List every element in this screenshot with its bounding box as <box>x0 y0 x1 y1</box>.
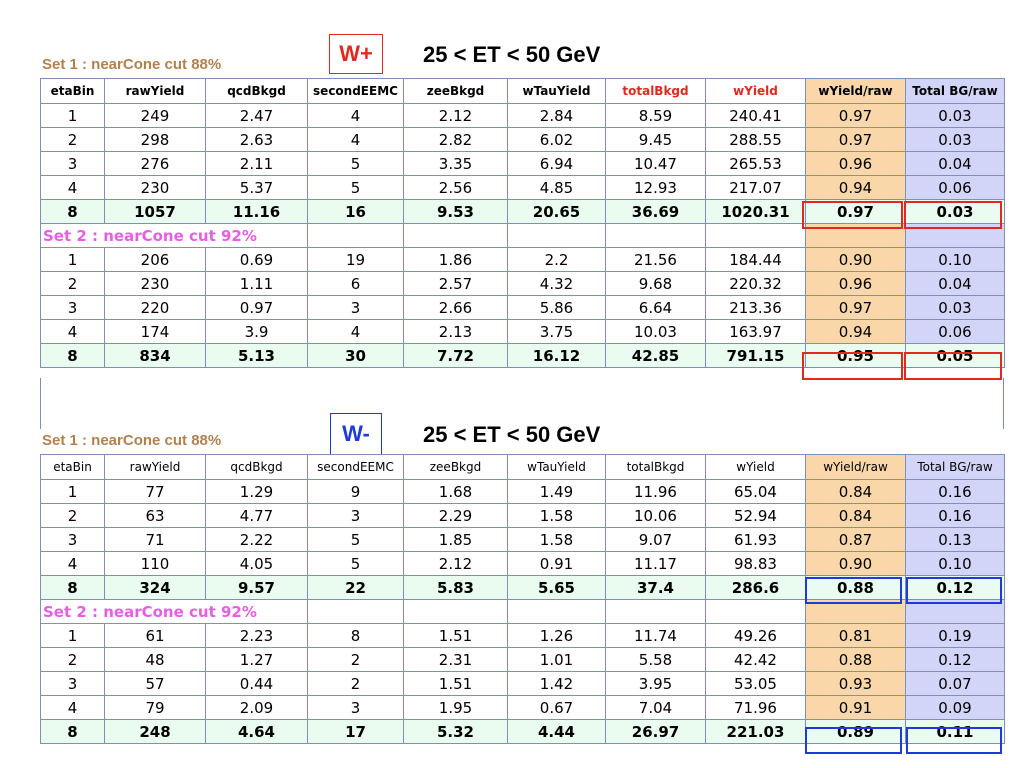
table-cell: 5.37 <box>206 176 308 200</box>
table-cell: 230 <box>105 176 206 200</box>
column-header: wYield <box>706 79 806 104</box>
table-cell: 2.47 <box>206 104 308 128</box>
table-cell: 2.57 <box>404 272 508 296</box>
table-cell: 0.97 <box>806 128 906 152</box>
w-plus-badge: W+ <box>329 34 383 74</box>
table-cell: 4 <box>41 552 105 576</box>
table-cell: 3.35 <box>404 152 508 176</box>
table-cell: 1.27 <box>206 648 308 672</box>
table-cell: 0.84 <box>806 504 906 528</box>
empty-cell <box>706 224 806 248</box>
column-header: totalBkgd <box>606 79 706 104</box>
table-cell: 4.77 <box>206 504 308 528</box>
table-cell: 1.49 <box>508 480 606 504</box>
table-cell: 1.95 <box>404 696 508 720</box>
table-cell: 37.4 <box>606 576 706 600</box>
w-plus-set2-total-bg-highlight <box>904 352 1002 380</box>
table-cell: 0.97 <box>206 296 308 320</box>
table-cell: 163.97 <box>706 320 806 344</box>
table-row <box>41 296 1005 320</box>
table-cell: 0.84 <box>806 480 906 504</box>
table-cell: 1057 <box>105 200 206 224</box>
table-cell: 5 <box>308 152 404 176</box>
empty-cell <box>404 224 508 248</box>
table-cell: 3.75 <box>508 320 606 344</box>
table-row <box>41 552 1005 576</box>
table-cell: 1.29 <box>206 480 308 504</box>
table-cell: 11.16 <box>206 200 308 224</box>
table-cell: 0.97 <box>806 296 906 320</box>
table-cell: 61.93 <box>706 528 806 552</box>
table-cell: 2 <box>308 672 404 696</box>
table-cell: 2.63 <box>206 128 308 152</box>
table-cell: 9.68 <box>606 272 706 296</box>
column-header: secondEEMC <box>308 455 404 480</box>
table-cell: 12.93 <box>606 176 706 200</box>
table-cell: 1 <box>41 248 105 272</box>
table-cell: 5.83 <box>404 576 508 600</box>
table-cell: 21.56 <box>606 248 706 272</box>
bottom-set1-label: Set 1 : nearCone cut 88% <box>42 432 222 449</box>
table-cell: 248 <box>105 720 206 744</box>
table-cell: 4 <box>41 176 105 200</box>
header-row <box>41 79 1005 104</box>
table-cell: 0.19 <box>906 624 1005 648</box>
table-row <box>41 176 1005 200</box>
table-row <box>41 624 1005 648</box>
table-cell: 0.11 <box>906 720 1005 744</box>
table-cell: 0.97 <box>806 104 906 128</box>
header-row <box>41 455 1005 480</box>
table-cell: 3.9 <box>206 320 308 344</box>
top-energy-range: 25 < ET < 50 GeV <box>423 42 601 67</box>
table-cell: 2 <box>41 272 105 296</box>
table-cell: 3 <box>308 696 404 720</box>
table-cell: 0.94 <box>806 320 906 344</box>
table-cell: 9.53 <box>404 200 508 224</box>
table-cell: 286.6 <box>706 576 806 600</box>
table-cell: 4 <box>308 320 404 344</box>
table-cell: 0.97 <box>806 200 906 224</box>
table-cell: 8.59 <box>606 104 706 128</box>
table-cell: 5.58 <box>606 648 706 672</box>
table-cell: 298 <box>105 128 206 152</box>
table-cell: 0.07 <box>906 672 1005 696</box>
table-cell: 240.41 <box>706 104 806 128</box>
table-cell: 10.47 <box>606 152 706 176</box>
table-cell: 0.95 <box>806 344 906 368</box>
column-header: totalBkgd <box>606 455 706 480</box>
table-cell: 48 <box>105 648 206 672</box>
table-cell: 79 <box>105 696 206 720</box>
column-header: wYield/raw <box>806 79 906 104</box>
table-cell: 4.44 <box>508 720 606 744</box>
table-cell: 221.03 <box>706 720 806 744</box>
table-cell: 9 <box>308 480 404 504</box>
table-cell: 0.69 <box>206 248 308 272</box>
table-cell: 5.13 <box>206 344 308 368</box>
table-cell: 5 <box>308 176 404 200</box>
table-cell: 0.88 <box>806 576 906 600</box>
table-row <box>41 248 1005 272</box>
table-cell: 2.66 <box>404 296 508 320</box>
column-header: zeeBkgd <box>404 455 508 480</box>
table-cell: 0.04 <box>906 152 1005 176</box>
table-cell: 98.83 <box>706 552 806 576</box>
table-cell: 36.69 <box>606 200 706 224</box>
empty-cell <box>508 600 606 624</box>
table-cell: 0.16 <box>906 504 1005 528</box>
table-cell: 2.31 <box>404 648 508 672</box>
table-cell: 26.97 <box>606 720 706 744</box>
table-cell: 1.58 <box>508 528 606 552</box>
table-cell: 324 <box>105 576 206 600</box>
table-cell: 53.05 <box>706 672 806 696</box>
table-cell: 16.12 <box>508 344 606 368</box>
table-cell: 0.10 <box>906 552 1005 576</box>
table-row <box>41 128 1005 152</box>
table-cell: 0.03 <box>906 200 1005 224</box>
table-cell: 6.02 <box>508 128 606 152</box>
table-cell: 1.86 <box>404 248 508 272</box>
w-plus-set2-total-wyield-highlight <box>802 352 903 380</box>
table-cell: 3 <box>41 528 105 552</box>
table-cell: 0.03 <box>906 296 1005 320</box>
table-cell: 11.17 <box>606 552 706 576</box>
table-cell: 3 <box>308 504 404 528</box>
table-cell: 2 <box>41 504 105 528</box>
table-cell: 2.23 <box>206 624 308 648</box>
table-cell: 0.90 <box>806 552 906 576</box>
table-cell: 4.05 <box>206 552 308 576</box>
table-cell: 8 <box>41 344 105 368</box>
table-cell: 1.11 <box>206 272 308 296</box>
table-cell: 8 <box>41 720 105 744</box>
table-cell: 30 <box>308 344 404 368</box>
table-cell: 8 <box>41 576 105 600</box>
table-cell: 2.09 <box>206 696 308 720</box>
table-cell: 834 <box>105 344 206 368</box>
table-cell: 49.26 <box>706 624 806 648</box>
table-cell: 1.01 <box>508 648 606 672</box>
table-cell: 61 <box>105 624 206 648</box>
set2-label: Set 2 : nearCone cut 92% <box>43 227 257 245</box>
table-row <box>41 504 1005 528</box>
table-cell: 11.96 <box>606 480 706 504</box>
table-cell: 19 <box>308 248 404 272</box>
column-header: secondEEMC <box>308 79 404 104</box>
empty-cell <box>404 600 508 624</box>
table-cell: 0.12 <box>906 576 1005 600</box>
table-cell: 2.12 <box>404 552 508 576</box>
column-header: qcdBkgd <box>206 455 308 480</box>
table-cell: 9.07 <box>606 528 706 552</box>
table-cell: 0.05 <box>906 344 1005 368</box>
table-cell: 10.06 <box>606 504 706 528</box>
table-row <box>41 272 1005 296</box>
table-cell: 57 <box>105 672 206 696</box>
table-cell: 0.03 <box>906 104 1005 128</box>
empty-cell <box>606 600 706 624</box>
table-cell: 7.72 <box>404 344 508 368</box>
table-cell: 5.86 <box>508 296 606 320</box>
column-header: etaBin <box>41 455 105 480</box>
table-cell: 2.22 <box>206 528 308 552</box>
table-row <box>41 672 1005 696</box>
empty-cell <box>308 224 404 248</box>
table-cell: 2.2 <box>508 248 606 272</box>
table-cell: 0.90 <box>806 248 906 272</box>
table-cell: 52.94 <box>706 504 806 528</box>
table-cell: 3 <box>308 296 404 320</box>
table-cell: 3 <box>41 152 105 176</box>
empty-cell <box>706 600 806 624</box>
table-cell: 16 <box>308 200 404 224</box>
table-cell: 0.67 <box>508 696 606 720</box>
column-header: wTauYield <box>508 79 606 104</box>
table-cell: 5.32 <box>404 720 508 744</box>
table-cell: 174 <box>105 320 206 344</box>
table-cell: 5.65 <box>508 576 606 600</box>
table-cell: 0.09 <box>906 696 1005 720</box>
empty-cell <box>508 224 606 248</box>
table-cell: 0.94 <box>806 176 906 200</box>
table-cell: 230 <box>105 272 206 296</box>
table-cell: 6.94 <box>508 152 606 176</box>
table-cell: 206 <box>105 248 206 272</box>
w-plus-set1-total-wyield-highlight <box>802 201 903 229</box>
column-header: zeeBkgd <box>404 79 508 104</box>
table-cell: 0.12 <box>906 648 1005 672</box>
table-cell: 1.26 <box>508 624 606 648</box>
table-cell: 110 <box>105 552 206 576</box>
table-cell: 42.85 <box>606 344 706 368</box>
table-cell: 791.15 <box>706 344 806 368</box>
table-cell: 1.85 <box>404 528 508 552</box>
bottom-energy-range: 25 < ET < 50 GeV <box>423 422 601 447</box>
table-row <box>41 152 1005 176</box>
table-cell: 4.64 <box>206 720 308 744</box>
table-cell: 184.44 <box>706 248 806 272</box>
table-cell: 0.91 <box>508 552 606 576</box>
column-header: wTauYield <box>508 455 606 480</box>
table-cell: 1.58 <box>508 504 606 528</box>
table-cell: 71 <box>105 528 206 552</box>
top-set1-label: Set 1 : nearCone cut 88% <box>42 56 222 73</box>
table-cell: 0.06 <box>906 320 1005 344</box>
table-cell: 0.87 <box>806 528 906 552</box>
table-cell: 2.56 <box>404 176 508 200</box>
table-cell: 0.13 <box>906 528 1005 552</box>
table-cell: 220.32 <box>706 272 806 296</box>
table-row <box>41 320 1005 344</box>
table-cell: 213.36 <box>706 296 806 320</box>
table-cell: 0.10 <box>906 248 1005 272</box>
table-cell: 11.74 <box>606 624 706 648</box>
table-cell: 1.68 <box>404 480 508 504</box>
column-header: wYield <box>706 455 806 480</box>
table-cell: 71.96 <box>706 696 806 720</box>
table-cell: 77 <box>105 480 206 504</box>
table-cell: 2.11 <box>206 152 308 176</box>
table-cell: 0.04 <box>906 272 1005 296</box>
table-cell: 4 <box>41 320 105 344</box>
table-cell: 2 <box>41 648 105 672</box>
table-row <box>41 104 1005 128</box>
table-cell: 2.13 <box>404 320 508 344</box>
table-cell: 276 <box>105 152 206 176</box>
table-cell: 2.84 <box>508 104 606 128</box>
table-cell: 2.12 <box>404 104 508 128</box>
table-row <box>41 648 1005 672</box>
table-cell: 0.88 <box>806 648 906 672</box>
table-cell: 5 <box>308 528 404 552</box>
w-minus-set2-total-bg-highlight <box>906 727 1002 754</box>
table-cell: 0.06 <box>906 176 1005 200</box>
table-cell: 220 <box>105 296 206 320</box>
table-cell: 0.91 <box>806 696 906 720</box>
table-cell: 0.81 <box>806 624 906 648</box>
table-cell: 9.57 <box>206 576 308 600</box>
table-cell: 217.07 <box>706 176 806 200</box>
table-cell: 4 <box>308 128 404 152</box>
column-header: Total BG/raw <box>906 79 1005 104</box>
column-header: etaBin <box>41 79 105 104</box>
table-cell: 4 <box>41 696 105 720</box>
w-minus-set1-total-bg-highlight <box>906 577 1002 604</box>
table-cell: 1 <box>41 480 105 504</box>
table-cell: 0.03 <box>906 128 1005 152</box>
table-cell: 8 <box>308 624 404 648</box>
table-cell: 288.55 <box>706 128 806 152</box>
w-minus-set2-total-wyield-highlight <box>805 727 902 754</box>
empty-cell <box>606 224 706 248</box>
table-cell: 0.96 <box>806 272 906 296</box>
table-cell: 0.89 <box>806 720 906 744</box>
table-cell: 4 <box>308 104 404 128</box>
table-cell: 9.45 <box>606 128 706 152</box>
table-cell: 0.93 <box>806 672 906 696</box>
table-cell: 1020.31 <box>706 200 806 224</box>
table-cell: 0.16 <box>906 480 1005 504</box>
set2-label: Set 2 : nearCone cut 92% <box>43 603 257 621</box>
table-cell: 6.64 <box>606 296 706 320</box>
table-cell: 2 <box>41 128 105 152</box>
table-row <box>41 480 1005 504</box>
table-cell: 2.29 <box>404 504 508 528</box>
table-cell: 1 <box>41 624 105 648</box>
column-header: rawYield <box>105 79 206 104</box>
table-cell: 5 <box>308 552 404 576</box>
table-cell: 63 <box>105 504 206 528</box>
table-cell: 0.96 <box>806 152 906 176</box>
empty-cell <box>308 600 404 624</box>
table-cell: 1.42 <box>508 672 606 696</box>
table-cell: 7.04 <box>606 696 706 720</box>
table-cell: 3 <box>41 672 105 696</box>
table-cell: 2 <box>308 648 404 672</box>
table-cell: 22 <box>308 576 404 600</box>
w-minus-badge: W- <box>330 413 382 455</box>
table-cell: 3.95 <box>606 672 706 696</box>
table-cell: 6 <box>308 272 404 296</box>
table-cell: 1.51 <box>404 672 508 696</box>
column-header: rawYield <box>105 455 206 480</box>
w-plus-set1-total-bg-highlight <box>904 201 1002 229</box>
column-header: wYield/raw <box>806 455 906 480</box>
table-cell: 8 <box>41 200 105 224</box>
table-cell: 2.82 <box>404 128 508 152</box>
table-cell: 10.03 <box>606 320 706 344</box>
table-cell: 42.42 <box>706 648 806 672</box>
table-cell: 0.44 <box>206 672 308 696</box>
table-cell: 20.65 <box>508 200 606 224</box>
table-cell: 4.85 <box>508 176 606 200</box>
table-cell: 3 <box>41 296 105 320</box>
table-cell: 1.51 <box>404 624 508 648</box>
column-header: qcdBkgd <box>206 79 308 104</box>
table-cell: 65.04 <box>706 480 806 504</box>
column-header: Total BG/raw <box>906 455 1005 480</box>
w-minus-set1-total-wyield-highlight <box>805 577 902 604</box>
table-cell: 1 <box>41 104 105 128</box>
table-row <box>41 528 1005 552</box>
table-cell: 4.32 <box>508 272 606 296</box>
table-cell: 265.53 <box>706 152 806 176</box>
table-cell: 249 <box>105 104 206 128</box>
table-row <box>41 696 1005 720</box>
table-cell: 17 <box>308 720 404 744</box>
